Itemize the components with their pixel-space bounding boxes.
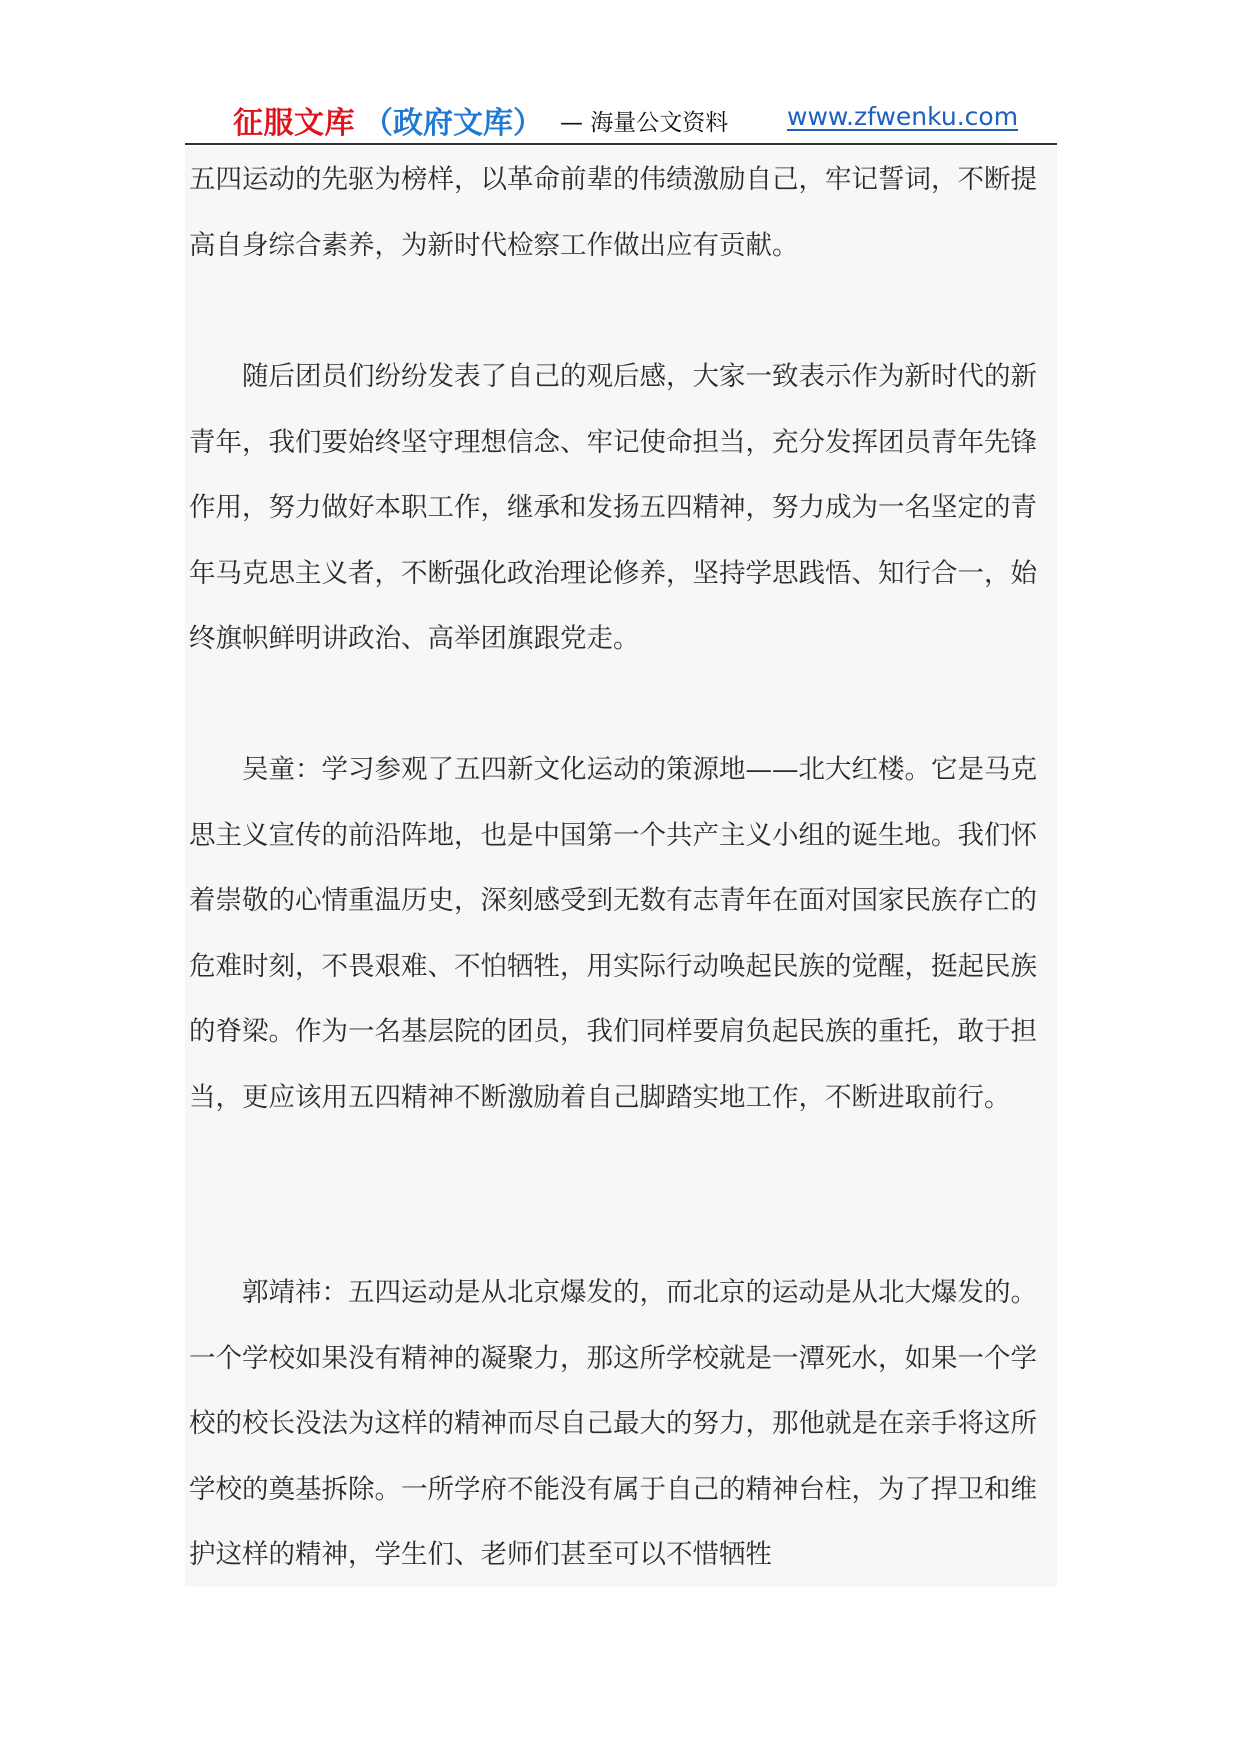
brand-name: 征服文库 xyxy=(233,106,355,141)
header-divider xyxy=(185,143,1057,145)
header-tagline: — 海量公文资料 xyxy=(560,110,729,136)
paragraph: 五四运动的先驱为榜样，以革命前辈的伟绩激励自己，牢记誓词，不断提高自身综合素养，为新时代检察工作做出应有贡献。 xyxy=(189,164,1037,261)
document-body xyxy=(185,147,1057,1587)
page-header xyxy=(185,92,1057,142)
brand-subtitle: （政府文库） xyxy=(363,106,543,141)
paragraph: 随后团员们纷纷发表了自己的观后感，大家一致表示作为新时代的新青年，我们要始终坚守理想信念、牢记使命担当，充分发挥团员青年先锋作用，努力做好本职工作，继承和发扬五四精神，努力成为一名坚定的青年马克思主义者，不断强化政治理论修养，坚持学思践悟、知行合一，始终旗帜鲜明讲政治、高举团旗跟党走。 xyxy=(189,361,1037,654)
paragraph: 吴童：学习参观了五四新文化运动的策源地——北大红楼。它是马克思主义宣传的前沿阵地，也是中国第一个共产主义小组的诞生地。我们怀着崇敬的心情重温历史，深刻感受到无数有志青年在面对国家民族存亡的危难时刻，不畏艰难、不怕牺牲，用实际行动唤起民族的觉醒，挺起民族的脊梁。作为一名基层院的团员，我们同样要肩负起民族的重托，敢于担当，更应该用五四精神不断激励着自己脚踏实地工作，不断进取前行。 xyxy=(189,754,1037,1113)
site-url-link[interactable]: www.zfwenku.com xyxy=(787,102,1019,131)
paragraph: 郭靖祎：五四运动是从北京爆发的，而北京的运动是从北大爆发的。一个学校如果没有精神的凝聚力，那这所学校就是一潭死水，如果一个学校的校长没法为这样的精神而尽自己最大的努力，那他就是在亲手将这所学校的奠基拆除。一所学府不能没有属于自己的精神台柱，为了捍卫和维护这样的精神，学生们、老师们甚至可以不惜牺牲 xyxy=(189,1277,1037,1570)
